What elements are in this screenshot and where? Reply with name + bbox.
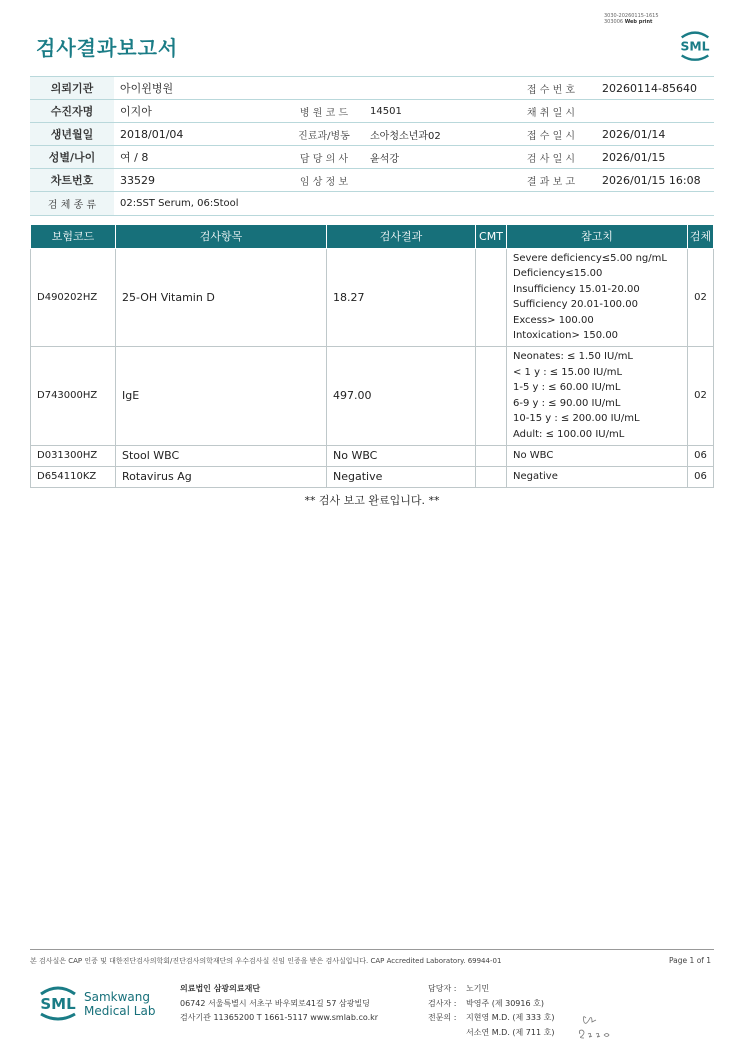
sml-logo-icon	[36, 980, 80, 1024]
row-code: D654110KZ	[31, 466, 116, 487]
certification-note: 본 검사실은 CAP 인증 및 대한진단검사의학회/진단검사의학재단의 우수검사실 신임 인증을 받은 검사실입니다. CAP Accredited Laboratory. 69944-01	[30, 957, 502, 965]
label-institution: 의뢰기관	[30, 77, 114, 100]
row-result: 18.27	[327, 248, 476, 347]
page-number: Page 1 of 1	[669, 956, 712, 965]
row-cmt	[476, 445, 507, 466]
row-cmt	[476, 466, 507, 487]
value-clinical	[364, 169, 506, 192]
org-name: 의료법인 삼광의료재단	[180, 984, 261, 993]
value-sex-age: 여 / 8	[114, 146, 284, 169]
value-receipt-no: 20260114-85640	[596, 77, 714, 100]
value-reported: 2026/01/15 16:08	[596, 169, 714, 192]
row-cmt	[476, 347, 507, 446]
header-test-item: 검사항목	[116, 225, 327, 248]
org-address: 06742 서울특별시 서초구 바우뫼로41길 57 삼광빌딩	[180, 998, 370, 1008]
ref-line: Adult: ≤ 100.00 IU/mL	[513, 429, 625, 441]
ref-line: < 1 y : ≤ 15.00 IU/mL	[513, 366, 623, 378]
value-received: 2026/01/14	[596, 123, 714, 146]
patient-info-table	[30, 76, 714, 216]
value-hospital-code: 14501	[364, 100, 506, 123]
label-specimen-type: 검 체 종 류	[30, 192, 114, 216]
table-row	[31, 445, 714, 466]
row-reference: Negative	[507, 466, 688, 487]
row-item: IgE	[116, 347, 327, 446]
document-code	[604, 13, 659, 25]
ref-line: Intoxication> 150.00	[513, 330, 619, 342]
row-code: D031300HZ	[31, 445, 116, 466]
header-reference: 참고치	[507, 225, 688, 248]
organization-info	[180, 982, 378, 1026]
brand-line1: Samkwang	[84, 990, 150, 1004]
row-result: 497.00	[327, 347, 476, 446]
label-doctor: 담 당 의 사	[284, 146, 364, 169]
sml-logo-icon	[676, 26, 714, 64]
ref-line: Excess> 100.00	[513, 314, 594, 326]
value-chart: 33529	[114, 169, 284, 192]
label-collected: 채 취 일 시	[506, 100, 596, 123]
label-dept: 진료과/병동	[284, 123, 364, 146]
staff-info	[428, 982, 554, 1040]
table-row	[31, 466, 714, 487]
ref-line: 6-9 y : ≤ 90.00 IU/mL	[513, 397, 621, 409]
header-insurance-code: 보험코드	[31, 225, 116, 248]
row-item: 25-OH Vitamin D	[116, 248, 327, 347]
ref-line: Insufficiency 15.01-20.00	[513, 283, 640, 295]
ref-line: Severe deficiency≤5.00 ng/mL	[513, 252, 667, 264]
header-cmt: CMT	[476, 225, 507, 248]
row-result: Negative	[327, 466, 476, 487]
label-receipt-no: 접 수 번 호	[506, 77, 596, 100]
label-reported: 결 과 보 고	[506, 169, 596, 192]
table-row	[31, 347, 714, 446]
row-specimen: 02	[688, 248, 714, 347]
header-result: 검사결과	[327, 225, 476, 248]
ref-line: Neonates: ≤ 1.50 IU/mL	[513, 351, 633, 363]
label-chart: 차트번호	[30, 169, 114, 192]
value-dept: 소아청소년과02	[364, 123, 506, 146]
report-complete-note: ** 검사 보고 완료입니다. **	[304, 494, 440, 507]
row-reference	[507, 248, 688, 347]
ref-line: Deficiency≤15.00	[513, 268, 603, 280]
label-hospital-code: 병 원 코 드	[284, 100, 364, 123]
staff-value: 박영주 (제 30916 호)	[466, 998, 544, 1008]
staff-value: 노기민	[466, 984, 490, 993]
row-item: Stool WBC	[116, 445, 327, 466]
row-specimen: 06	[688, 445, 714, 466]
row-reference: No WBC	[507, 445, 688, 466]
value-name: 이지아	[114, 100, 284, 123]
value-tested: 2026/01/15	[596, 146, 714, 169]
brand-line2: Medical Lab	[84, 1004, 156, 1018]
label-name: 수진자명	[30, 100, 114, 123]
ref-line: 1-5 y : ≤ 60.00 IU/mL	[513, 382, 621, 394]
label-clinical: 임 상 정 보	[284, 169, 364, 192]
page-title: 검사결과보고서	[36, 36, 179, 60]
staff-label: 담당자 :	[428, 984, 457, 993]
label-received: 접 수 일 시	[506, 123, 596, 146]
row-cmt	[476, 248, 507, 347]
web-print-label: Web print	[624, 19, 653, 25]
ref-line: Sufficiency 20.01-100.00	[513, 299, 638, 311]
value-doctor: 윤석강	[364, 146, 506, 169]
ref-line: 10-15 y : ≤ 200.00 IU/mL	[513, 413, 640, 425]
org-contact: 검사기관 11365200 T 1661-5117 www.smlab.co.kr	[180, 1013, 379, 1022]
row-specimen: 02	[688, 347, 714, 446]
row-code: D743000HZ	[31, 347, 116, 446]
staff-label: 검사자 :	[428, 998, 457, 1008]
label-birth: 생년월일	[30, 123, 114, 146]
table-row	[31, 248, 714, 347]
logo-text: SML	[680, 39, 710, 54]
results-table	[30, 225, 714, 488]
staff-label: 전문의 :	[428, 1013, 457, 1022]
footer-divider	[30, 949, 714, 950]
label-tested: 검 사 일 시	[506, 146, 596, 169]
staff-value: 지현영 M.D. (제 333 호)	[466, 1013, 555, 1022]
row-specimen: 06	[688, 466, 714, 487]
row-item: Rotavirus Ag	[116, 466, 327, 487]
logo-text: SML	[40, 995, 76, 1013]
doc-code-line1: 3030-20260115-1615	[604, 13, 659, 19]
signature-icon	[576, 1008, 612, 1042]
value-specimen-type: 02:SST Serum, 06:Stool	[114, 192, 714, 216]
label-sex-age: 성별/나이	[30, 146, 114, 169]
brand-name	[84, 990, 155, 1018]
value-birth: 2018/01/04	[114, 123, 284, 146]
row-code: D490202HZ	[31, 248, 116, 347]
doc-code-line2: 303006	[604, 19, 624, 25]
header-specimen: 검체	[688, 225, 714, 248]
row-reference	[507, 347, 688, 446]
staff-value: 서소연 M.D. (제 711 호)	[466, 1027, 555, 1037]
row-result: No WBC	[327, 445, 476, 466]
value-institution: 아이윈병원	[114, 77, 284, 100]
value-collected	[596, 100, 714, 123]
